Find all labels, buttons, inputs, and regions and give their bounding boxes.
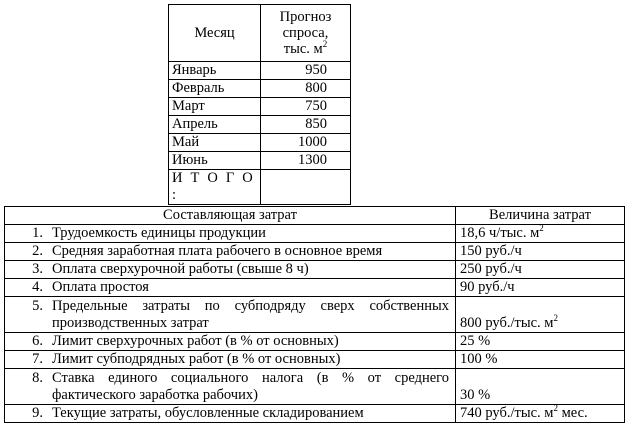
- cost-item-number: 6.: [32, 333, 43, 349]
- cost-item-text: Средняя заработная плата рабочего в основное время: [52, 243, 383, 259]
- cost-item-text: Текущие затраты, обусловленные складированием: [52, 405, 364, 421]
- forecast-month-cell: Июнь: [169, 152, 261, 170]
- forecast-total-label: И Т О Г О :: [169, 170, 261, 205]
- cost-item-text: Оплата сверхурочной работы (свыше 8 ч): [52, 261, 309, 277]
- cost-value-cell: [456, 225, 625, 243]
- forecast-row: [169, 116, 351, 134]
- cost-value-text: 800 руб./тыс. м: [460, 315, 554, 331]
- cost-item-number: 3.: [32, 261, 43, 277]
- cost-row: [5, 279, 625, 297]
- cost-value-suffix: мес.: [557, 405, 588, 421]
- cost-item-cell: [5, 351, 456, 369]
- cost-item-text: Лимит субподрядных работ (в % от основных): [52, 351, 341, 367]
- cost-component-header: Составляющая затрат: [5, 207, 456, 225]
- cost-item-cell: [5, 369, 456, 405]
- demand-forecast-table: [168, 4, 351, 205]
- cost-item-cell: [5, 279, 456, 297]
- forecast-row: [169, 62, 351, 80]
- cost-value-sup: 2: [553, 313, 558, 323]
- forecast-row: [169, 98, 351, 116]
- cost-item-text: Трудоемкость единицы продукции: [52, 225, 266, 241]
- forecast-month-cell: Апрель: [169, 116, 261, 134]
- cost-value-text: 250 руб./ч: [460, 261, 522, 277]
- forecast-value-cell: 1000: [261, 134, 351, 152]
- cost-item-number: 5.: [32, 297, 43, 314]
- cost-value-cell: [456, 351, 625, 369]
- cost-item-text: Лимит сверхурочных работ (в % от основных): [52, 333, 339, 349]
- cost-value-cell: [456, 261, 625, 279]
- cost-value-cell: [456, 243, 625, 261]
- forecast-value-cell: 1300: [261, 152, 351, 170]
- cost-value-text: 90 руб./ч: [460, 279, 515, 295]
- cost-value-text: 100 %: [460, 351, 498, 367]
- cost-value-text: 740 руб./тыс. м: [460, 405, 554, 421]
- cost-item-text: Ставка единого социального налога (в % от среднего фактического заработка рабочих): [52, 369, 449, 403]
- forecast-row: [169, 152, 351, 170]
- cost-item-number: 4.: [32, 279, 43, 295]
- forecast-value-cell: 850: [261, 116, 351, 134]
- cost-value-cell: [456, 297, 625, 333]
- cost-components-table: [4, 206, 625, 423]
- cost-value-text: 150 руб./ч: [460, 243, 522, 259]
- forecast-value-cell: 800: [261, 80, 351, 98]
- forecast-month-cell: Январь: [169, 62, 261, 80]
- cost-item-number: 9.: [32, 405, 43, 421]
- cost-item-cell: [5, 297, 456, 333]
- cost-row: [5, 333, 625, 351]
- forecast-total-row: [169, 170, 351, 205]
- forecast-header-row: [169, 5, 351, 62]
- cost-header-row: [5, 207, 625, 225]
- forecast-row: [169, 80, 351, 98]
- demand-header-line-1: Прогноз: [279, 9, 332, 25]
- forecast-row: [169, 134, 351, 152]
- cost-row: [5, 405, 625, 423]
- cost-value-cell: [456, 369, 625, 405]
- cost-value-text: 25 %: [460, 333, 491, 349]
- cost-value-cell: [456, 405, 625, 423]
- cost-value-cell: [456, 333, 625, 351]
- cost-row: [5, 261, 625, 279]
- cost-item-text: Предельные затраты по субподряду сверх собственных производственных затрат: [52, 297, 449, 331]
- cost-item-number: 2.: [32, 243, 43, 259]
- cost-row: [5, 297, 625, 333]
- cost-item-cell: [5, 225, 456, 243]
- demand-header-sup: 2: [322, 39, 328, 49]
- cost-value-text: 30 %: [460, 387, 491, 403]
- forecast-value-cell: 950: [261, 62, 351, 80]
- cost-value-header: Величина затрат: [456, 207, 625, 225]
- cost-value-text: 18,6 ч/тыс. м: [460, 225, 540, 241]
- forecast-month-cell: Май: [169, 134, 261, 152]
- cost-item-cell: [5, 261, 456, 279]
- month-column-header: Месяц: [169, 5, 261, 62]
- cost-row: [5, 225, 625, 243]
- forecast-month-cell: Март: [169, 98, 261, 116]
- cost-item-number: 7.: [32, 351, 43, 367]
- forecast-month-cell: Февраль: [169, 80, 261, 98]
- cost-row: [5, 243, 625, 261]
- cost-value-sup: 2: [539, 224, 544, 233]
- cost-row: [5, 369, 625, 405]
- cost-item-cell: [5, 405, 456, 423]
- cost-item-number: 1.: [32, 225, 43, 241]
- cost-item-cell: [5, 243, 456, 261]
- demand-header-line-2: спроса,: [282, 25, 329, 41]
- cost-value-sup: 2: [553, 404, 558, 413]
- cost-value-cell: [456, 279, 625, 297]
- cost-item-text: Оплата простоя: [52, 279, 149, 295]
- forecast-value-cell: 750: [261, 98, 351, 116]
- demand-header-line-3: тыс. м: [283, 41, 323, 57]
- cost-item-number: 8.: [32, 369, 43, 386]
- cost-item-cell: [5, 333, 456, 351]
- cost-row: [5, 351, 625, 369]
- demand-column-header: [261, 5, 351, 62]
- forecast-total-value: [261, 170, 351, 205]
